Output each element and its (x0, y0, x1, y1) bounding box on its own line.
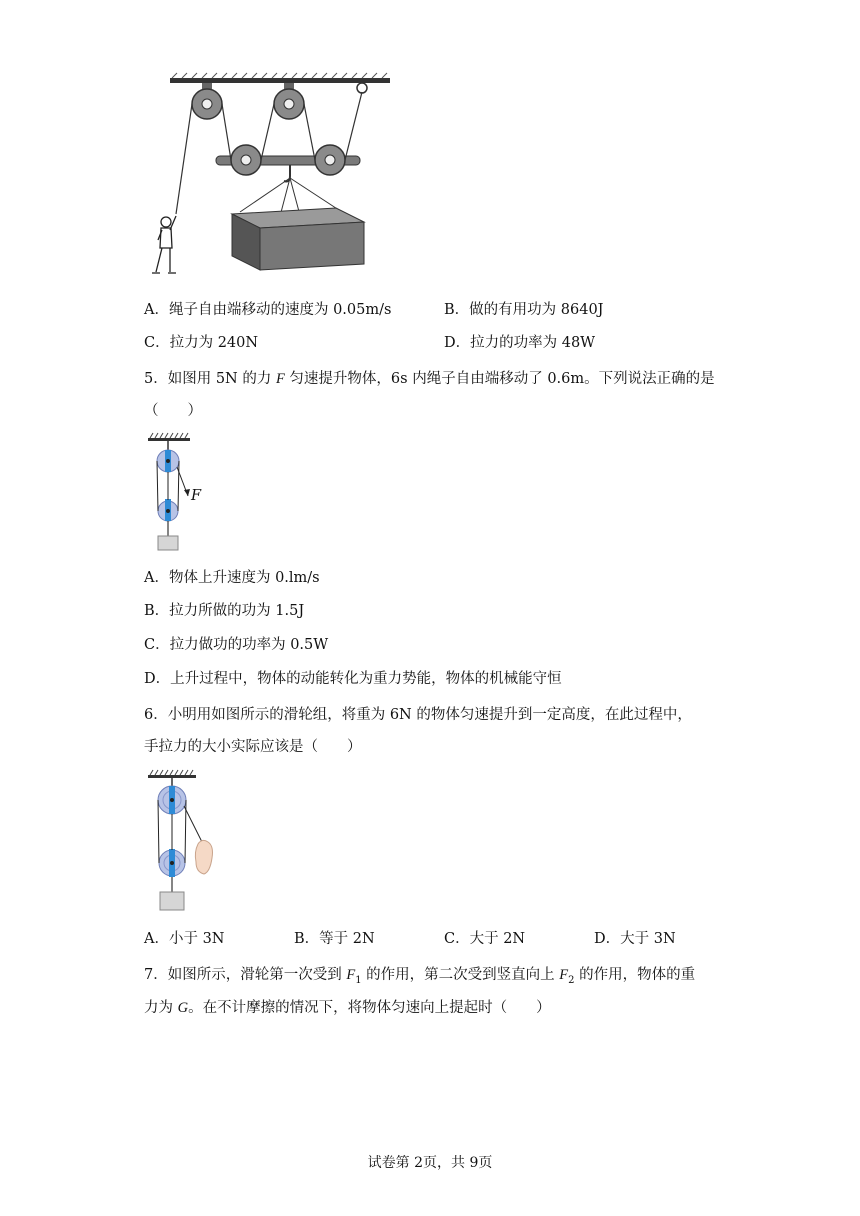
q4-option-d: D．拉力的功率为 48W (444, 335, 596, 351)
q6-option-b: B．等于 2N (294, 931, 375, 947)
q6-stem-line2: 手拉力的大小实际应该是（ ） (144, 739, 362, 755)
q4-option-c: C．拉力为 240N (144, 335, 259, 351)
q5-option-a: A．物体上升速度为 0.lm/s (144, 570, 320, 586)
q6-option-a: A．小于 3N (144, 931, 225, 947)
q5-stem-line2: （ ） (144, 403, 202, 419)
q4-option-b: B．做的有用功为 8640J (444, 302, 604, 318)
q6-option-d: D．大于 3N (594, 931, 676, 947)
q6-option-c: C．大于 2N (444, 931, 526, 947)
q7-stem-line2: 力为 G。在不计摩擦的情况下，将物体匀速向上提起时（ ） (144, 1000, 551, 1016)
q6-pulley-figure (144, 768, 234, 916)
q5-option-c: C．拉力做功的功率为 0.5W (144, 637, 329, 653)
q4-pulley-figure (140, 72, 400, 282)
q5-force-label: F (191, 488, 202, 504)
q5-option-d: D．上升过程中，物体的动能转化为重力势能，物体的机械能守恒 (144, 671, 562, 687)
page-footer: 试卷第 2页，共 9页 (367, 1155, 493, 1171)
q7-stem-line1: 7．如图所示，滑轮第一次受到 $F_1$ 的作用，第二次受到竖直向上 $F_2$ 的作用，物体的重 (144, 967, 696, 986)
q4-option-a: A．绳子自由端移动的速度为 0.05m/s (144, 302, 392, 318)
q5-pulley-figure (144, 432, 214, 554)
q6-stem-line1: 6．小明用如图所示的滑轮组，将重为 6N 的物体匀速提升到一定高度，在此过程中， (144, 707, 692, 723)
q5-option-b: B．拉力所做的功为 1.5J (144, 603, 305, 619)
q5-stem-line1: 5．如图用 5N 的力 F 匀速提升物体，6s 内绳子自由端移动了 0.6m。下列说法正确的是 (144, 371, 715, 387)
